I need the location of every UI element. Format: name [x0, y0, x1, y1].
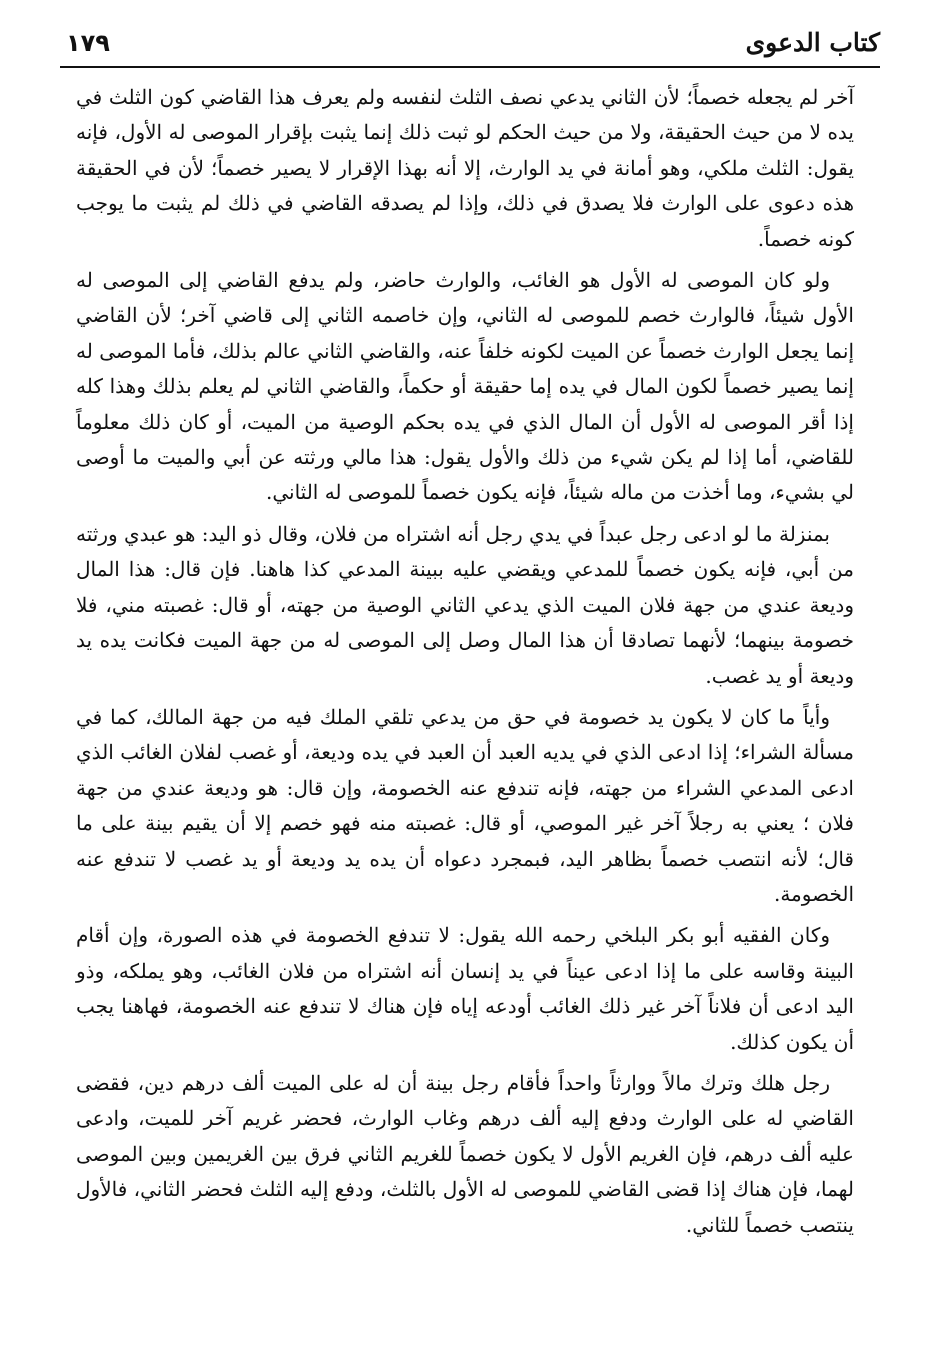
paragraph: رجل هلك وترك مالاً ووارثاً واحداً فأقام رجل بينة أن له على الميت ألف درهم دين، فقضى القاضي له على الوارث ودفع إليه ألف درهم وغاب الوارث، فحضر غريم آخر للميت، وادعى عليه ألف درهم، فإن الغريم الأول لا يكون خصماً للغريم الثاني فرق بين الغريمين وبين الموصى لهما، فإن هناك إذا قضى القاضي للموصى له الأول بالثلث، ودفع إليه الثلث فحضر الثاني، فالأول ينتصب خصماً للثاني. — [76, 1070, 854, 1237]
paragraph: ولو كان الموصى له الأول هو الغائب، والوارث حاضر، ولم يدفع القاضي إلى الموصى له الأول شيئاً، فالوارث خصم للموصى له الثاني، وإن خاصمه الثاني إلى قاضي آخر؛ لأن القاضي إنما يجعل الوارث خصماً عن الميت لكونه خلفاً عنه، والقاضي الثاني عالم بذلك، فأما الموصى له إنما يصير خصماً لكون المال في يده إما حقيقة أو حكماً، والقاضي الثاني لم يعلم بذلك وهذا كله إذا أقر الموصى له الأول أن المال الذي في يده بحكم الوصية من الميت، أو كان ذلك معلوماً للقاضي، أما إذا لم يكن شيء من ذلك والأول يقول: هذا مالي ورثته عن أبي والميت ما أوصى لي بشيء، وما أخذت من ماله شيئاً، فإنه يكون خصماً للموصى له الثاني. — [76, 268, 854, 505]
header-divider — [60, 66, 880, 68]
page-body — [76, 80, 854, 1249]
paragraph: آخر لم يجعله خصماً؛ لأن الثاني يدعي نصف الثلث لنفسه ولم يعرف هذا القاضي كون الثلث في يده لا من حيث الحقيقة، ولا من حيث الحكم لو ثبت ذلك إنما يثبت بإقرار الموصى له الأول، فإنه يقول: الثلث ملكي، وهو أمانة في يد الوارث، إلا أنه بهذا الإقرار لا يصير خصماً؛ لأن في الحقيقة هذه دعوى على الوارث فلا يصدق في ذلك، وإذا لم يصدقه القاضي في ذلك لم يثبت ما يوجب كونه خصماً. — [76, 85, 854, 251]
paragraph: وأياً ما كان لا يكون يد خصومة في حق من يدعي تلقي الملك فيه من جهة المالك، كما في مسألة الشراء؛ إذا ادعى الذي في يديه العبد أن العبد في يده وديعة، أو غصب لفلان الغائب الذي ادعى المدعي الشراء من جهته، فإنه تندفع عنه الخصومة، وإن قال: هو وديعة عندي من جهة فلان ؛ يعني به رجلاً آخر غير الموصي، أو قال: غصبته منه فهو خصم إلا أن يقيم بينة على ما قال؛ لأنه انتصب خصماً بظاهر اليد، فبمجرد دعواه أن يده يد وديعة أو يد غصب لا تندفع عنه الخصومة. — [76, 704, 854, 906]
paragraph: وكان الفقيه أبو بكر البلخي رحمه الله يقول: لا تندفع الخصومة في هذه الصورة، وإن أقام البينة وقاسه على ما إذا ادعى عيناً في يد إنسان أنه اشتراه من فلان الغائب، وهو يملكه، وذو اليد ادعى أن فلاناً آخر غير ذلك الغائب أودعه إياه فإن هناك لا تندفع عنه الخصومة، فهاهنا يجب أن يكون كذلك. — [76, 923, 854, 1054]
page-header — [60, 18, 880, 64]
chapter-title: كتاب الدعوى — [745, 28, 880, 57]
page-number: ١٧٩ — [66, 29, 110, 57]
paragraph: بمنزلة ما لو ادعى رجل عبداً في يدي رجل أنه اشتراه من فلان، وقال ذو اليد: هو عبدي ورثته من أبي، فإنه يكون خصماً للمدعي ويقضي عليه ببينة المدعي كذا هاهنا. فإن قال: هذا المال وديعة عندي من جهة فلان الميت الذي يدعي الثاني الوصية من جهته، أو قال: غصبته مني، فلا خصومة بينهما؛ لأنهما تصادقا أن هذا المال وصل إلى الموصى له من جهة الميت فكانت يده يد وديعة أو يد غصب. — [76, 521, 854, 688]
